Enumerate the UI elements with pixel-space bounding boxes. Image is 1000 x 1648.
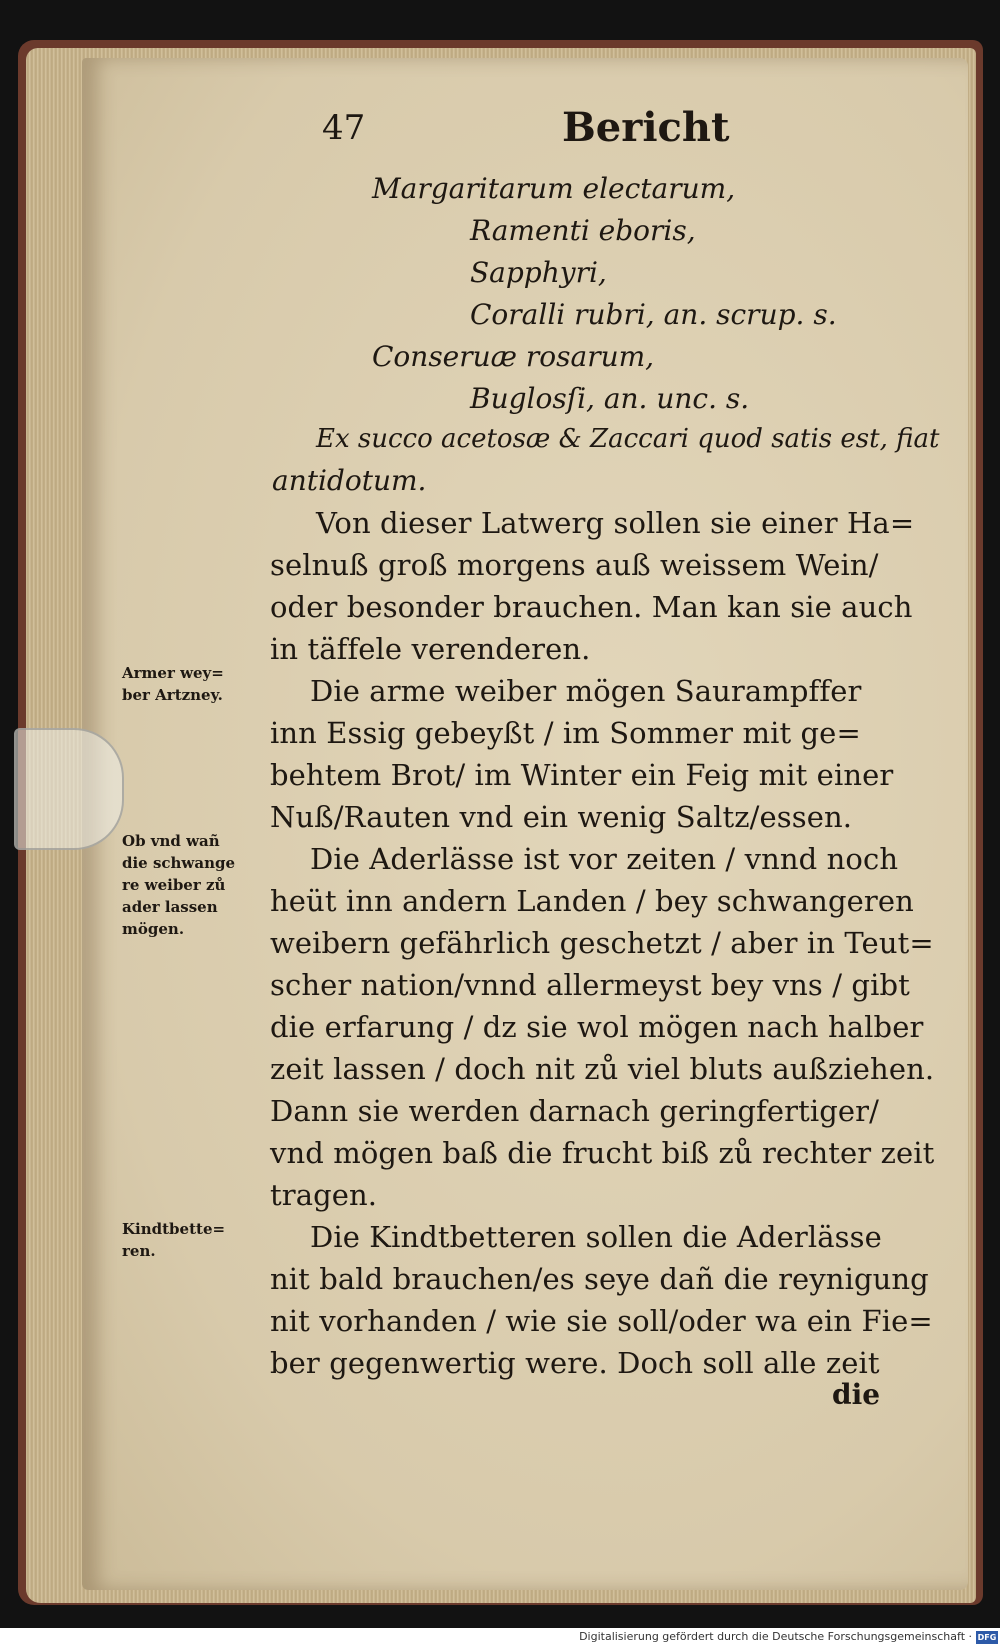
margin-note-line: ber Artzney. <box>122 686 223 704</box>
body-line: Nuß/Rauten vnd ein wenig Saltz/essen. <box>270 800 853 834</box>
margin-note-line: Ob vnd wañ <box>122 832 220 850</box>
margin-note-line: ader lassen <box>122 898 218 916</box>
body-line: Von dieser Latwerg sollen sie einer Ha= <box>316 506 915 540</box>
body-line: inn Essig gebeyßt / im Sommer mit ge= <box>270 716 861 750</box>
body-line: in täffele verenderen. <box>270 632 591 666</box>
body-line: tragen. <box>270 1178 378 1212</box>
margin-note-line: Kindtbette= <box>122 1220 226 1238</box>
body-line: weibern gefährlich geschetzt / aber in Teut= <box>270 926 934 960</box>
latin-line: Conseruæ rosarum, <box>372 340 655 373</box>
latin-line: Ex succo acetosæ & Zaccari quod satis est, fiat <box>316 424 940 454</box>
body-line: scher nation/vnnd allermeyst bey vns / gibt <box>270 968 910 1002</box>
body-line: nit vorhanden / wie sie soll/oder wa ein Fie= <box>270 1304 933 1338</box>
margin-note <box>122 830 235 940</box>
margin-note <box>122 1218 225 1262</box>
body-line: ber gegenwertig were. Doch soll alle zeit <box>270 1346 880 1380</box>
body-line: Die Kindtbetteren sollen die Aderlässe <box>310 1220 882 1254</box>
page-number: 47 <box>322 108 366 148</box>
dfg-logo: DFG <box>977 1633 997 1642</box>
margin-note-line: re weiber zů <box>122 876 226 894</box>
footer-bar <box>0 1628 1000 1648</box>
latin-line: Coralli rubri, an. scrup. s. <box>470 298 837 331</box>
body-line: Die Aderlässe ist vor zeiten / vnnd noch <box>310 842 899 876</box>
catchword: die <box>832 1378 881 1411</box>
body-line: vnd mögen baß die frucht biß zů rechter zeit <box>270 1136 935 1170</box>
running-head: Bericht <box>562 104 730 151</box>
latin-line: Buglosſi, an. unc. s. <box>470 382 750 415</box>
margin-note <box>122 662 224 706</box>
page-clip <box>14 728 124 850</box>
body-line: heüt inn andern Landen / bey schwangeren <box>270 884 914 918</box>
margin-note-line: die schwange <box>122 854 236 872</box>
latin-line: Sapphyri, <box>470 256 607 289</box>
body-line: Die arme weiber mögen Saurampffer <box>310 674 862 708</box>
body-line: behtem Brot/ im Winter ein Feig mit einer <box>270 758 894 792</box>
latin-line: Ramenti eboris, <box>470 214 696 247</box>
body-line: selnuß groß morgens auß weissem Wein/ <box>270 548 879 582</box>
body-line: oder besonder brauchen. Man kan sie auch <box>270 590 913 624</box>
latin-line: antidotum. <box>272 464 427 497</box>
margin-note-line: mögen. <box>122 920 185 938</box>
footer-credit: Digitalisierung gefördert durch die Deutsche Forschungsgemeinschaft · <box>579 1630 972 1643</box>
body-line: Dann sie werden darnach geringfertiger/ <box>270 1094 879 1128</box>
latin-line: Margaritarum electarum, <box>372 172 736 205</box>
margin-note-line: Armer wey= <box>122 664 224 682</box>
body-line: die erfarung / dz sie wol mögen nach halber <box>270 1010 924 1044</box>
margin-note-line: ren. <box>122 1242 156 1260</box>
body-line: zeit lassen / doch nit zů viel bluts außziehen. <box>270 1052 935 1086</box>
body-line: nit bald brauchen/es seye dañ die reynigung <box>270 1262 929 1296</box>
